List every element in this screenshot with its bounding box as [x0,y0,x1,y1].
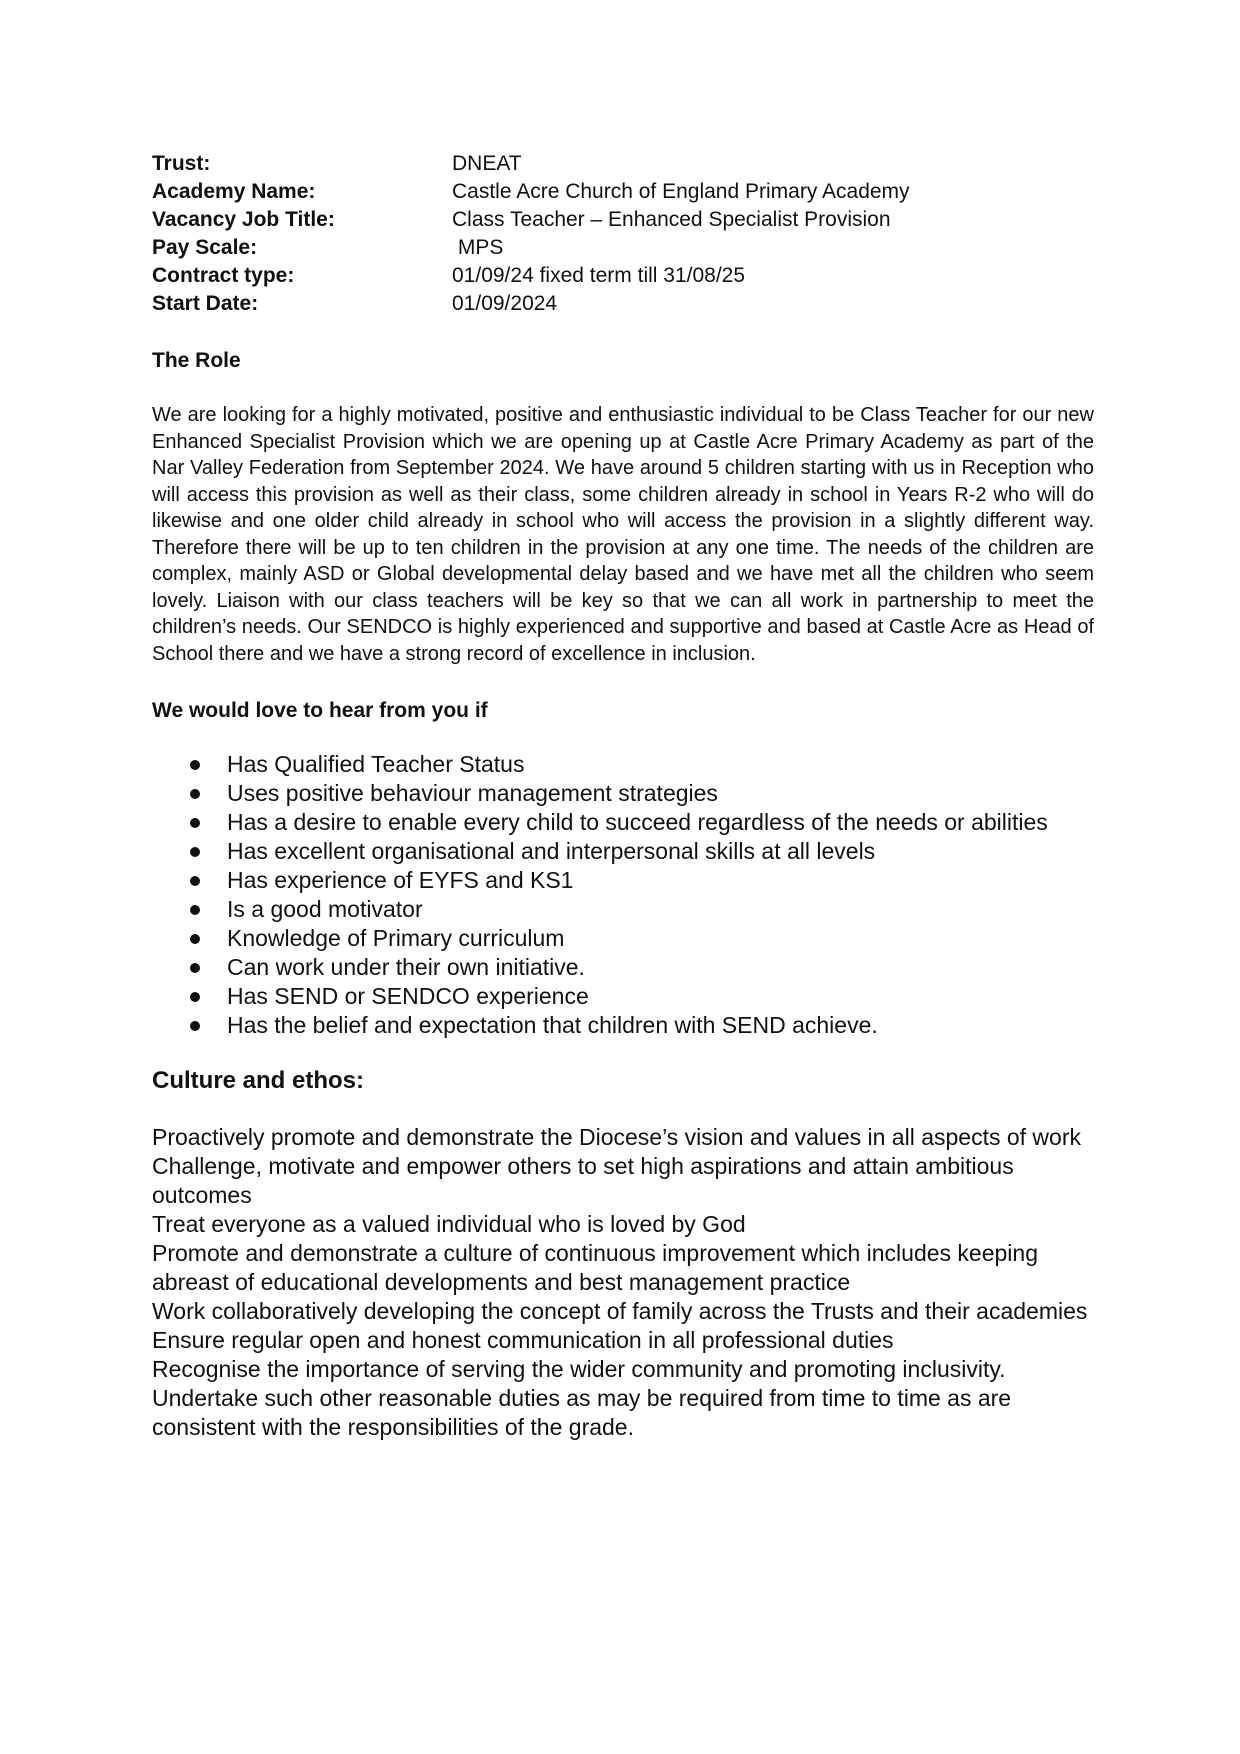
culture-item: Challenge, motivate and empower others to set high aspirations and attain ambitious outcomes [152,1153,1014,1208]
bullet-icon [190,847,200,857]
bullet-icon [190,760,200,770]
culture-item: Work collaboratively developing the concept of family across the Trusts and their academies [152,1298,1088,1324]
detail-label: Trust: [152,152,211,175]
detail-row-pay-scale [152,234,1094,262]
requirement-text: Is a good motivator [227,896,423,922]
detail-label: Contract type: [152,264,295,287]
detail-row-contract-type [152,262,1094,290]
list-item [152,1011,1094,1040]
requirement-text: Has experience of EYFS and KS1 [227,867,574,893]
detail-row-trust [152,150,1094,178]
requirement-text: Has SEND or SENDCO experience [227,983,589,1009]
detail-value: 01/09/2024 [452,292,558,315]
detail-value: MPS [452,236,504,259]
culture-heading: Culture and ethos: [152,1067,365,1094]
bullet-icon [190,905,200,915]
detail-label: Start Date: [152,292,259,315]
list-item [152,808,1094,837]
list-item [152,924,1094,953]
detail-label: Pay Scale: [152,236,258,259]
culture-item: Promote and demonstrate a culture of continuous improvement which includes keeping abreast of educational developments and best management practice [152,1240,1038,1295]
detail-label: Vacancy Job Title: [152,208,335,231]
requirement-text: Knowledge of Primary curriculum [227,925,565,951]
detail-row-job-title [152,206,1094,234]
role-paragraph: We are looking for a highly motivated, positive and enthusiastic individual to be Class Teacher for our new Enhanced Specialist Provision which we are opening up at Castle Acre Primary Academy as part of the Nar Valley Federation from September 2024. We have around 5 children starting with us in Reception who will access this provision as well as their class, some children already in school in Years R-2 who will do likewise and one older child already in school who will access the provision in a slightly different way. Therefore there will be up to ten children in the provision at any one time. The needs of the children are complex, mainly ASD or Global developmental delay based and we have met all the children who seem lovely. Liaison with our class teachers will be key so that we can all work in partnership to meet the children’s needs. Our SENDCO is highly experienced and supportive and based at Castle Acre as Head of School there and we have a strong record of excellence in inclusion. [152,404,1094,665]
list-item [152,750,1094,779]
bullet-icon [190,992,200,1002]
requirement-text: Uses positive behaviour management strategies [227,780,718,806]
culture-item: Recognise the importance of serving the wider community and promoting inclusivity. [152,1356,1006,1382]
list-item [152,866,1094,895]
requirement-text: Has the belief and expectation that children with SEND achieve. [227,1012,878,1038]
requirements-list [152,750,1094,1040]
detail-label: Academy Name: [152,180,316,203]
bullet-icon [190,934,200,944]
detail-row-academy-name [152,178,1094,206]
document-page [152,150,1094,1442]
list-item [152,779,1094,808]
bullet-icon [190,963,200,973]
detail-value: Castle Acre Church of England Primary Academy [452,180,910,203]
list-item [152,982,1094,1011]
culture-item: Proactively promote and demonstrate the Diocese’s vision and values in all aspects of work [152,1124,1081,1150]
detail-row-start-date [152,290,1094,318]
requirements-heading: We would love to hear from you if [152,699,488,722]
bullet-icon [190,789,200,799]
bullet-icon [190,1021,200,1031]
requirement-text: Has a desire to enable every child to succeed regardless of the needs or abilities [227,809,1048,835]
detail-value: DNEAT [452,152,522,175]
vacancy-details-table [152,150,1094,318]
detail-value: Class Teacher – Enhanced Specialist Provision [452,208,891,231]
bullet-icon [190,876,200,886]
requirement-text: Has Qualified Teacher Status [227,751,525,777]
list-item [152,953,1094,982]
culture-item: Undertake such other reasonable duties as may be required from time to time as are consistent with the responsibilities of the grade. [152,1385,1012,1440]
role-heading: The Role [152,349,241,372]
culture-list [152,1123,1094,1442]
list-item [152,895,1094,924]
culture-item: Treat everyone as a valued individual who is loved by God [152,1211,746,1237]
requirement-text: Has excellent organisational and interpersonal skills at all levels [227,838,876,864]
detail-value: 01/09/24 fixed term till 31/08/25 [452,264,746,287]
requirement-text: Can work under their own initiative. [227,954,585,980]
bullet-icon [190,818,200,828]
culture-item: Ensure regular open and honest communication in all professional duties [152,1327,894,1353]
list-item [152,837,1094,866]
